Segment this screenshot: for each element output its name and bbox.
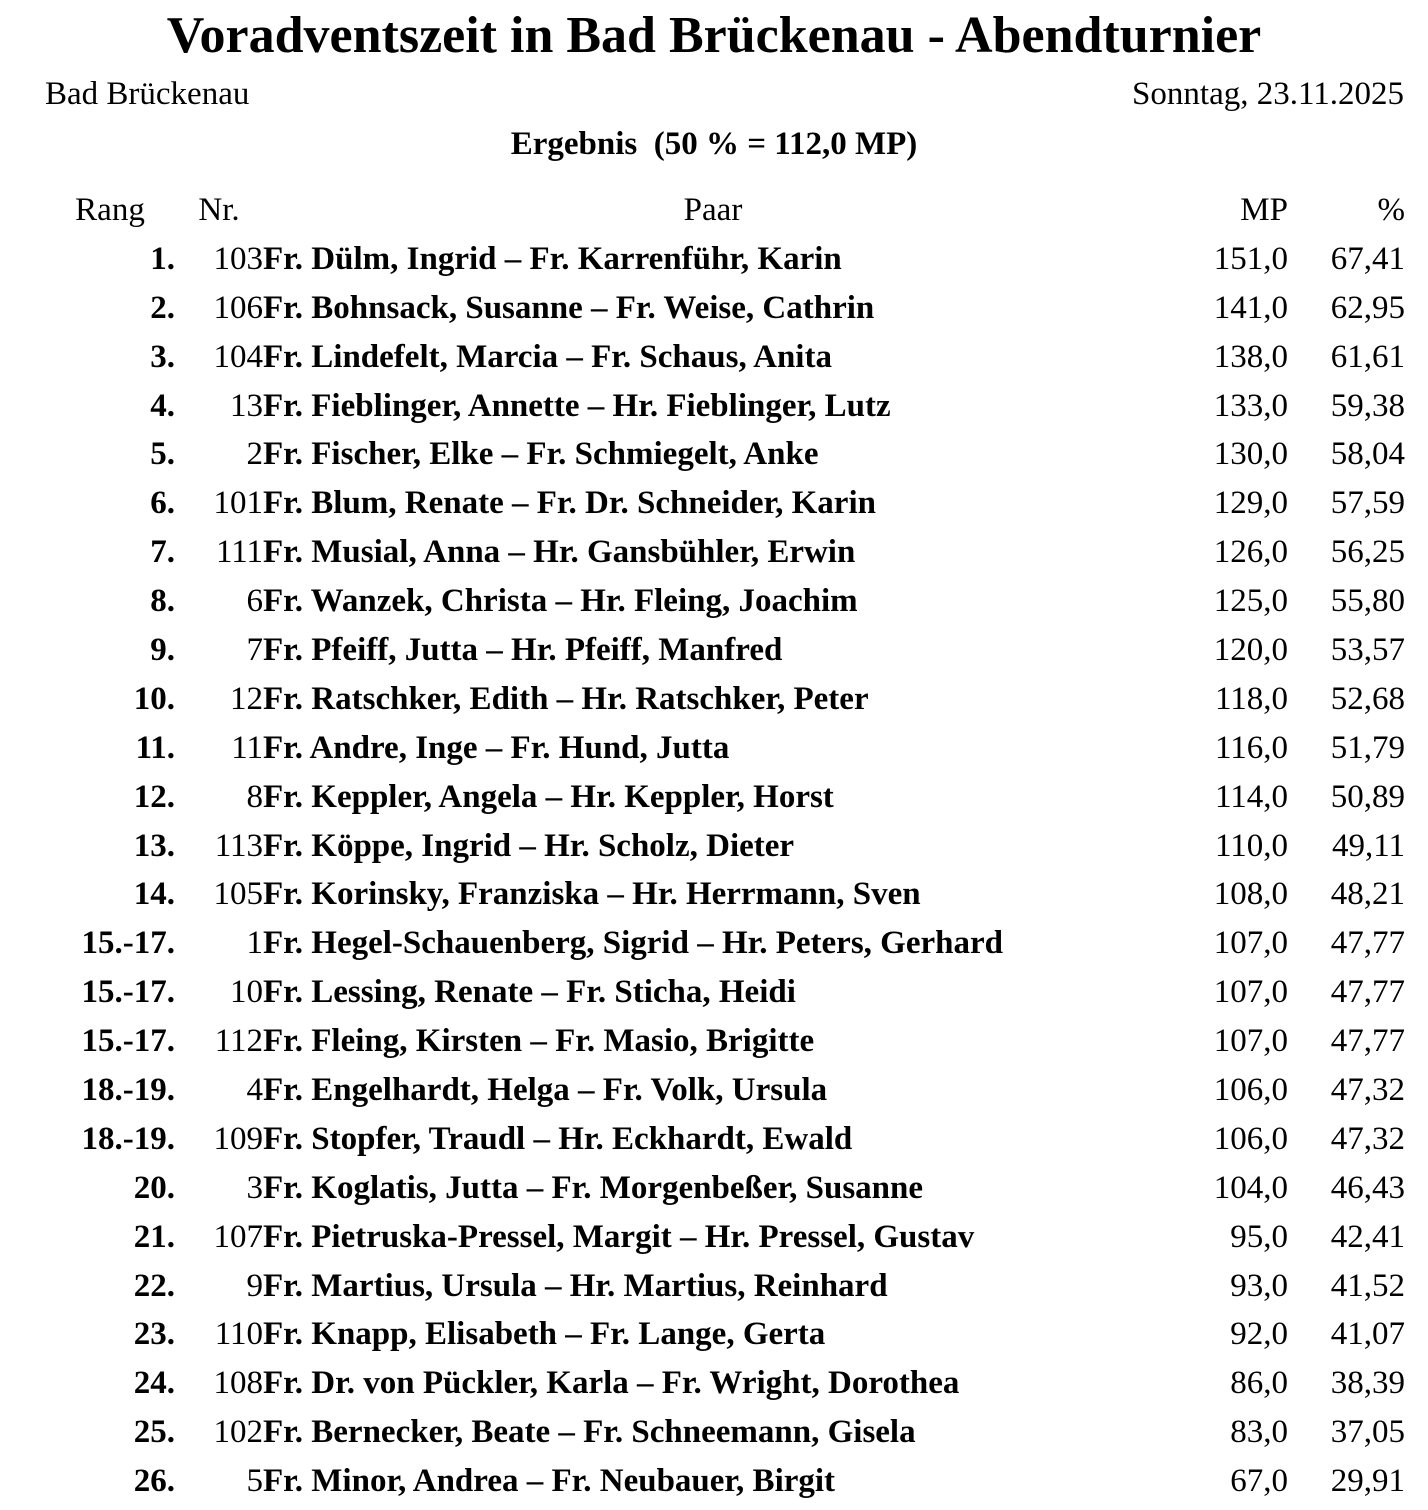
- mp-cell: 114,0: [1214, 778, 1288, 815]
- mp-cell: 141,0: [1213, 289, 1288, 326]
- rank-cell: 11.: [135, 729, 175, 766]
- pair-cell: Fr. Pfeiff, Jutta – Hr. Pfeiff, Manfred: [263, 631, 783, 668]
- pair-cell: Fr. Korinsky, Franziska – Hr. Herrmann, Sven: [263, 876, 921, 913]
- results-body: [45, 235, 1405, 1506]
- percent-cell: 29,91: [1330, 1463, 1405, 1500]
- pair-cell: Fr. Koglatis, Jutta – Fr. Morgenbeßer, Susanne: [263, 1169, 924, 1206]
- table-row: [45, 430, 1405, 479]
- date-label: Sonntag, 23.11.2025: [1132, 76, 1404, 112]
- mp-cell: 107,0: [1213, 974, 1288, 1011]
- number-cell: 103: [213, 240, 263, 277]
- table-row: [45, 870, 1405, 919]
- mp-cell: 118,0: [1214, 680, 1288, 717]
- rank-cell: 15.-17.: [81, 925, 175, 962]
- percent-cell: 51,79: [1330, 729, 1405, 766]
- number-cell: 7: [246, 631, 263, 668]
- rank-cell: 15.-17.: [81, 974, 175, 1011]
- percent-cell: 46,43: [1330, 1169, 1405, 1206]
- mp-cell: 129,0: [1213, 485, 1288, 522]
- rank-cell: 2.: [150, 289, 175, 326]
- table-row: [45, 773, 1405, 822]
- rank-cell: 13.: [133, 827, 175, 864]
- mp-cell: 126,0: [1213, 534, 1288, 571]
- table-row: [45, 724, 1405, 773]
- mp-cell: 104,0: [1213, 1169, 1288, 1206]
- pair-cell: Fr. Ratschker, Edith – Hr. Ratschker, Peter: [263, 680, 869, 717]
- number-cell: 8: [246, 778, 263, 815]
- rank-cell: 15.-17.: [81, 1023, 175, 1060]
- number-cell: 110: [214, 1316, 263, 1353]
- number-cell: 2: [246, 436, 263, 473]
- table-row: [45, 1017, 1405, 1066]
- rank-cell: 22.: [133, 1267, 175, 1304]
- percent-cell: 62,95: [1330, 289, 1405, 326]
- rank-cell: 23.: [133, 1316, 175, 1353]
- pair-cell: Fr. Fieblinger, Annette – Hr. Fieblinger, Lutz: [263, 387, 891, 424]
- pair-cell: Fr. Engelhardt, Helga – Fr. Volk, Ursula: [263, 1071, 828, 1108]
- rank-cell: 7.: [150, 534, 175, 571]
- mp-cell: 125,0: [1213, 583, 1288, 620]
- mp-cell: 92,0: [1230, 1316, 1288, 1353]
- table-row: [45, 382, 1405, 431]
- meta-line: [0, 76, 1428, 112]
- percent-cell: 41,07: [1330, 1316, 1405, 1353]
- number-cell: 6: [246, 583, 263, 620]
- table-row: [45, 235, 1405, 284]
- pair-cell: Fr. Blum, Renate – Fr. Dr. Schneider, Karin: [263, 485, 876, 522]
- mp-cell: 133,0: [1213, 387, 1288, 424]
- pair-cell: Fr. Bohnsack, Susanne – Fr. Weise, Cathrin: [263, 289, 875, 326]
- percent-cell: 48,21: [1330, 876, 1405, 913]
- table-row: [45, 284, 1405, 333]
- rank-cell: 6.: [150, 485, 175, 522]
- number-cell: 104: [213, 338, 263, 375]
- number-cell: 113: [214, 827, 263, 864]
- table-row: [45, 919, 1405, 968]
- pair-cell: Fr. Fleing, Kirsten – Fr. Masio, Brigitte: [263, 1023, 815, 1060]
- pair-cell: Fr. Fischer, Elke – Fr. Schmiegelt, Anke: [263, 436, 819, 473]
- table-row: [45, 675, 1405, 724]
- pair-cell: Fr. Hegel-Schauenberg, Sigrid – Hr. Peters, Gerhard: [263, 925, 1003, 962]
- number-cell: 12: [230, 680, 263, 717]
- rank-cell: 20.: [133, 1169, 175, 1206]
- percent-cell: 47,32: [1330, 1120, 1405, 1157]
- number-cell: 102: [213, 1414, 263, 1451]
- mp-cell: 95,0: [1230, 1218, 1288, 1255]
- rank-cell: 25.: [133, 1414, 175, 1451]
- mp-cell: 138,0: [1213, 338, 1288, 375]
- rank-cell: 3.: [150, 338, 175, 375]
- page-title: Voradventszeit in Bad Brückenau - Abendturnier: [166, 7, 1262, 64]
- pair-cell: Fr. Dülm, Ingrid – Fr. Karrenführ, Karin: [263, 240, 842, 277]
- percent-cell: 52,68: [1330, 680, 1405, 717]
- pair-cell: Fr. Lindefelt, Marcia – Fr. Schaus, Anita: [263, 338, 832, 375]
- mp-cell: 83,0: [1230, 1414, 1288, 1451]
- table-row: [45, 528, 1405, 577]
- mp-cell: 107,0: [1213, 1023, 1288, 1060]
- table-row: [45, 1408, 1405, 1457]
- mp-cell: 116,0: [1214, 729, 1288, 766]
- location-label: Bad Brückenau: [45, 76, 250, 112]
- column-header-number: Nr.: [198, 191, 240, 228]
- percent-cell: 37,05: [1330, 1414, 1405, 1451]
- mp-cell: 86,0: [1230, 1365, 1288, 1402]
- table-row: [45, 1213, 1405, 1262]
- percent-cell: 59,38: [1330, 387, 1405, 424]
- percent-cell: 47,77: [1330, 925, 1405, 962]
- table-row: [45, 1310, 1405, 1359]
- mp-cell: 120,0: [1213, 631, 1288, 668]
- number-cell: 13: [230, 387, 263, 424]
- column-header-rank: Rang: [75, 191, 145, 228]
- number-cell: 112: [214, 1023, 263, 1060]
- number-cell: 9: [246, 1267, 263, 1304]
- table-row: [45, 1164, 1405, 1213]
- pair-cell: Fr. Knapp, Elisabeth – Fr. Lange, Gerta: [263, 1316, 826, 1353]
- table-row: [45, 333, 1405, 382]
- rank-cell: 26.: [133, 1463, 175, 1500]
- number-cell: 4: [246, 1071, 263, 1108]
- rank-cell: 12.: [133, 778, 175, 815]
- pair-cell: Fr. Lessing, Renate – Fr. Sticha, Heidi: [263, 974, 796, 1011]
- mp-cell: 107,0: [1213, 925, 1288, 962]
- percent-cell: 41,52: [1330, 1267, 1405, 1304]
- rank-cell: 1.: [150, 240, 175, 277]
- rank-cell: 14.: [133, 876, 175, 913]
- number-cell: 1: [246, 925, 263, 962]
- table-row: [45, 626, 1405, 675]
- mp-cell: 106,0: [1213, 1071, 1288, 1108]
- percent-cell: 61,61: [1330, 338, 1405, 375]
- percent-cell: 67,41: [1330, 240, 1405, 277]
- pair-cell: Fr. Minor, Andrea – Fr. Neubauer, Birgit: [263, 1463, 836, 1500]
- mp-cell: 93,0: [1230, 1267, 1288, 1304]
- table-header-row: [45, 186, 1405, 235]
- rank-cell: 24.: [133, 1365, 175, 1402]
- rank-cell: 9.: [150, 631, 175, 668]
- percent-cell: 57,59: [1330, 485, 1405, 522]
- percent-cell: 38,39: [1330, 1365, 1405, 1402]
- table-row: [45, 1115, 1405, 1164]
- percent-cell: 42,41: [1330, 1218, 1405, 1255]
- table-row: [45, 1262, 1405, 1311]
- pair-cell: Fr. Keppler, Angela – Hr. Keppler, Horst: [263, 778, 834, 815]
- pair-cell: Fr. Köppe, Ingrid – Hr. Scholz, Dieter: [263, 827, 795, 864]
- number-cell: 106: [213, 289, 263, 326]
- percent-cell: 47,32: [1330, 1071, 1405, 1108]
- number-cell: 101: [213, 485, 263, 522]
- number-cell: 107: [213, 1218, 263, 1255]
- rank-cell: 8.: [150, 583, 175, 620]
- rank-cell: 18.-19.: [81, 1120, 175, 1157]
- pair-cell: Fr. Bernecker, Beate – Fr. Schneemann, Gisela: [263, 1414, 916, 1451]
- table-row: [45, 479, 1405, 528]
- table-row: [45, 822, 1405, 871]
- column-header-pair: Paar: [683, 191, 743, 228]
- mp-cell: 67,0: [1230, 1463, 1288, 1500]
- mp-cell: 110,0: [1214, 827, 1288, 864]
- result-subtitle: Ergebnis (50 % = 112,0 MP): [510, 126, 918, 162]
- number-cell: 5: [246, 1463, 263, 1500]
- rank-cell: 5.: [150, 436, 175, 473]
- number-cell: 11: [231, 729, 263, 766]
- number-cell: 111: [215, 534, 263, 571]
- percent-cell: 50,89: [1330, 778, 1405, 815]
- number-cell: 3: [246, 1169, 263, 1206]
- mp-cell: 108,0: [1213, 876, 1288, 913]
- pair-cell: Fr. Martius, Ursula – Hr. Martius, Reinhard: [263, 1267, 888, 1304]
- pair-cell: Fr. Andre, Inge – Fr. Hund, Jutta: [263, 729, 730, 766]
- rank-cell: 21.: [133, 1218, 175, 1255]
- percent-cell: 53,57: [1330, 631, 1405, 668]
- results-table: [45, 186, 1405, 1506]
- table-row: [45, 968, 1405, 1017]
- percent-cell: 47,77: [1330, 974, 1405, 1011]
- percent-cell: 47,77: [1330, 1023, 1405, 1060]
- number-cell: 108: [213, 1365, 263, 1402]
- mp-cell: 106,0: [1213, 1120, 1288, 1157]
- pair-cell: Fr. Musial, Anna – Hr. Gansbühler, Erwin: [263, 534, 856, 571]
- rank-cell: 18.-19.: [81, 1071, 175, 1108]
- pair-cell: Fr. Stopfer, Traudl – Hr. Eckhardt, Ewald: [263, 1120, 853, 1157]
- pair-cell: Fr. Wanzek, Christa – Hr. Fleing, Joachim: [263, 583, 858, 620]
- number-cell: 105: [213, 876, 263, 913]
- pair-cell: Fr. Pietruska-Pressel, Margit – Hr. Pressel, Gustav: [263, 1218, 975, 1255]
- mp-cell: 151,0: [1213, 240, 1288, 277]
- column-header-percent: %: [1377, 191, 1405, 228]
- mp-cell: 130,0: [1213, 436, 1288, 473]
- table-row: [45, 1066, 1405, 1115]
- number-cell: 109: [213, 1120, 263, 1157]
- percent-cell: 58,04: [1330, 436, 1405, 473]
- table-row: [45, 1457, 1405, 1506]
- table-row: [45, 1359, 1405, 1408]
- column-header-mp: MP: [1240, 191, 1288, 228]
- rank-cell: 4.: [150, 387, 175, 424]
- percent-cell: 55,80: [1330, 583, 1405, 620]
- number-cell: 10: [230, 974, 263, 1011]
- pair-cell: Fr. Dr. von Pückler, Karla – Fr. Wright, Dorothea: [263, 1365, 960, 1402]
- percent-cell: 49,11: [1331, 827, 1405, 864]
- rank-cell: 10.: [133, 680, 175, 717]
- table-row: [45, 577, 1405, 626]
- percent-cell: 56,25: [1330, 534, 1405, 571]
